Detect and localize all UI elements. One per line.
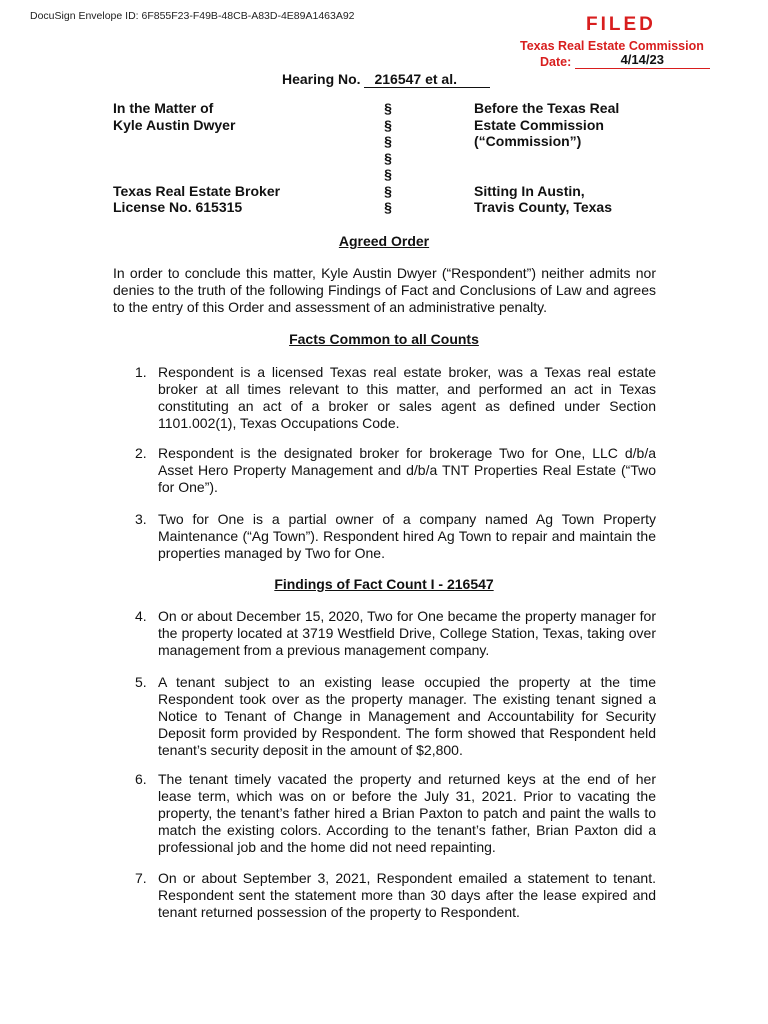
caption-left-line: In the Matter of bbox=[113, 100, 214, 116]
caption-left-line bbox=[113, 166, 353, 183]
caption-left-line bbox=[113, 133, 353, 150]
section-heading-findings-count-1: Findings of Fact Count I - 216547 bbox=[274, 576, 494, 592]
caption-left-line: Kyle Austin Dwyer bbox=[113, 116, 236, 133]
hearing-number-value: 216547 et al. bbox=[364, 71, 490, 88]
list-item bbox=[113, 364, 656, 432]
list-item bbox=[113, 771, 656, 856]
section-symbol: § bbox=[384, 199, 392, 215]
list-item bbox=[113, 608, 656, 659]
stamp-date-row bbox=[540, 54, 740, 71]
caption-right-line: (“Commission”) bbox=[474, 133, 582, 149]
item-text: The tenant timely vacated the property and returned keys at the end of her lease term, which was on or before the July 31, 2021. Prior to vacating the property, the tenant’s father hired a Brian Paxton to patch and paint the walls to match the existing colors. According to the tenant’s father, Brian Paxton did a professional job and the home did not need repainting. bbox=[158, 771, 656, 855]
item-number: 5. bbox=[135, 674, 147, 690]
item-number: 6. bbox=[135, 771, 147, 787]
list-item bbox=[113, 511, 656, 562]
item-number: 1. bbox=[135, 364, 147, 380]
section-symbol: § bbox=[384, 149, 392, 166]
item-text: A tenant subject to an existing lease occupied the property at the time Respondent took over as the property manager. The existing tenant signed a Notice to Tenant of Change in Management and Accountability for Security Deposit form provided by Respondent. The form showed that Respondent held tenant’s security deposit in the amount of $2,800. bbox=[158, 674, 656, 758]
list-item bbox=[113, 674, 656, 759]
caption-section-symbols bbox=[381, 100, 395, 216]
caption-right bbox=[474, 100, 674, 216]
list-item bbox=[113, 870, 656, 921]
caption-right-line: Sitting In Austin, bbox=[474, 182, 585, 199]
section-symbol: § bbox=[384, 100, 392, 116]
caption-right-line: Estate Commission bbox=[474, 116, 604, 133]
item-number: 4. bbox=[135, 608, 147, 624]
stamp-filed-text: FILED bbox=[586, 14, 656, 35]
caption-left-line: License No. 615315 bbox=[113, 199, 243, 215]
caption-left-line: Texas Real Estate Broker bbox=[113, 182, 281, 199]
list-item bbox=[113, 445, 656, 496]
document-title: Agreed Order bbox=[338, 233, 430, 249]
caption-right-line bbox=[474, 166, 674, 183]
section-symbol: § bbox=[384, 182, 392, 199]
section-heading-facts-common: Facts Common to all Counts bbox=[289, 331, 479, 347]
item-text: On or about September 3, 2021, Respondent emailed a statement to tenant. Respondent sent the statement more than 30 days after the lease expired and tenant returned possession of the property to Respondent. bbox=[158, 870, 656, 920]
caption-right-line: Travis County, Texas bbox=[474, 199, 612, 215]
filed-stamp bbox=[520, 14, 740, 71]
stamp-date-value: 4/14/23 bbox=[575, 52, 710, 69]
section-symbol: § bbox=[384, 166, 392, 182]
stamp-date-label: Date: bbox=[540, 55, 572, 69]
caption-right-line: Before the Texas Real bbox=[474, 100, 620, 116]
section-symbol: § bbox=[384, 133, 392, 149]
docusign-envelope-id: DocuSign Envelope ID: 6F855F23-F49B-48CB-A83D-4E89A1463A92 bbox=[30, 10, 355, 22]
item-text: On or about December 15, 2020, Two for One became the property manager for the property located at 3719 Westfield Drive, College Station, Texas, taking over management from a previous management company. bbox=[158, 608, 656, 658]
item-text: Respondent is a licensed Texas real estate broker, was a Texas real estate broker at all times relevant to this matter, and performed an act in Texas constituting an act of a broker or sales agent as defined under Section 1101.002(1), Texas Occupations Code. bbox=[158, 364, 656, 431]
stamp-agency: Texas Real Estate Commission bbox=[520, 39, 704, 53]
caption-left-line bbox=[113, 150, 353, 167]
item-text: Two for One is a partial owner of a company named Ag Town Property Maintenance (“Ag Town”). Respondent hired Ag Town to repair and maintain the properties managed by Two for One. bbox=[158, 511, 656, 561]
caption-left bbox=[113, 100, 353, 216]
section-symbol: § bbox=[384, 116, 392, 133]
caption-right-line bbox=[474, 150, 674, 167]
hearing-number bbox=[282, 71, 490, 88]
intro-paragraph: In order to conclude this matter, Kyle Austin Dwyer (“Respondent”) neither admits nor denies to the truth of the following Findings of Fact and Conclusions of Law and agrees to the entry of this Order and assessment of an administrative penalty. bbox=[113, 265, 656, 315]
item-number: 2. bbox=[135, 445, 147, 461]
item-number: 3. bbox=[135, 511, 147, 527]
item-text: Respondent is the designated broker for brokerage Two for One, LLC d/b/a Asset Hero Property Management and d/b/a TNT Properties Real Estate (“Two for One”). bbox=[158, 445, 656, 495]
hearing-label: Hearing No. bbox=[282, 71, 361, 87]
item-number: 7. bbox=[135, 870, 147, 886]
